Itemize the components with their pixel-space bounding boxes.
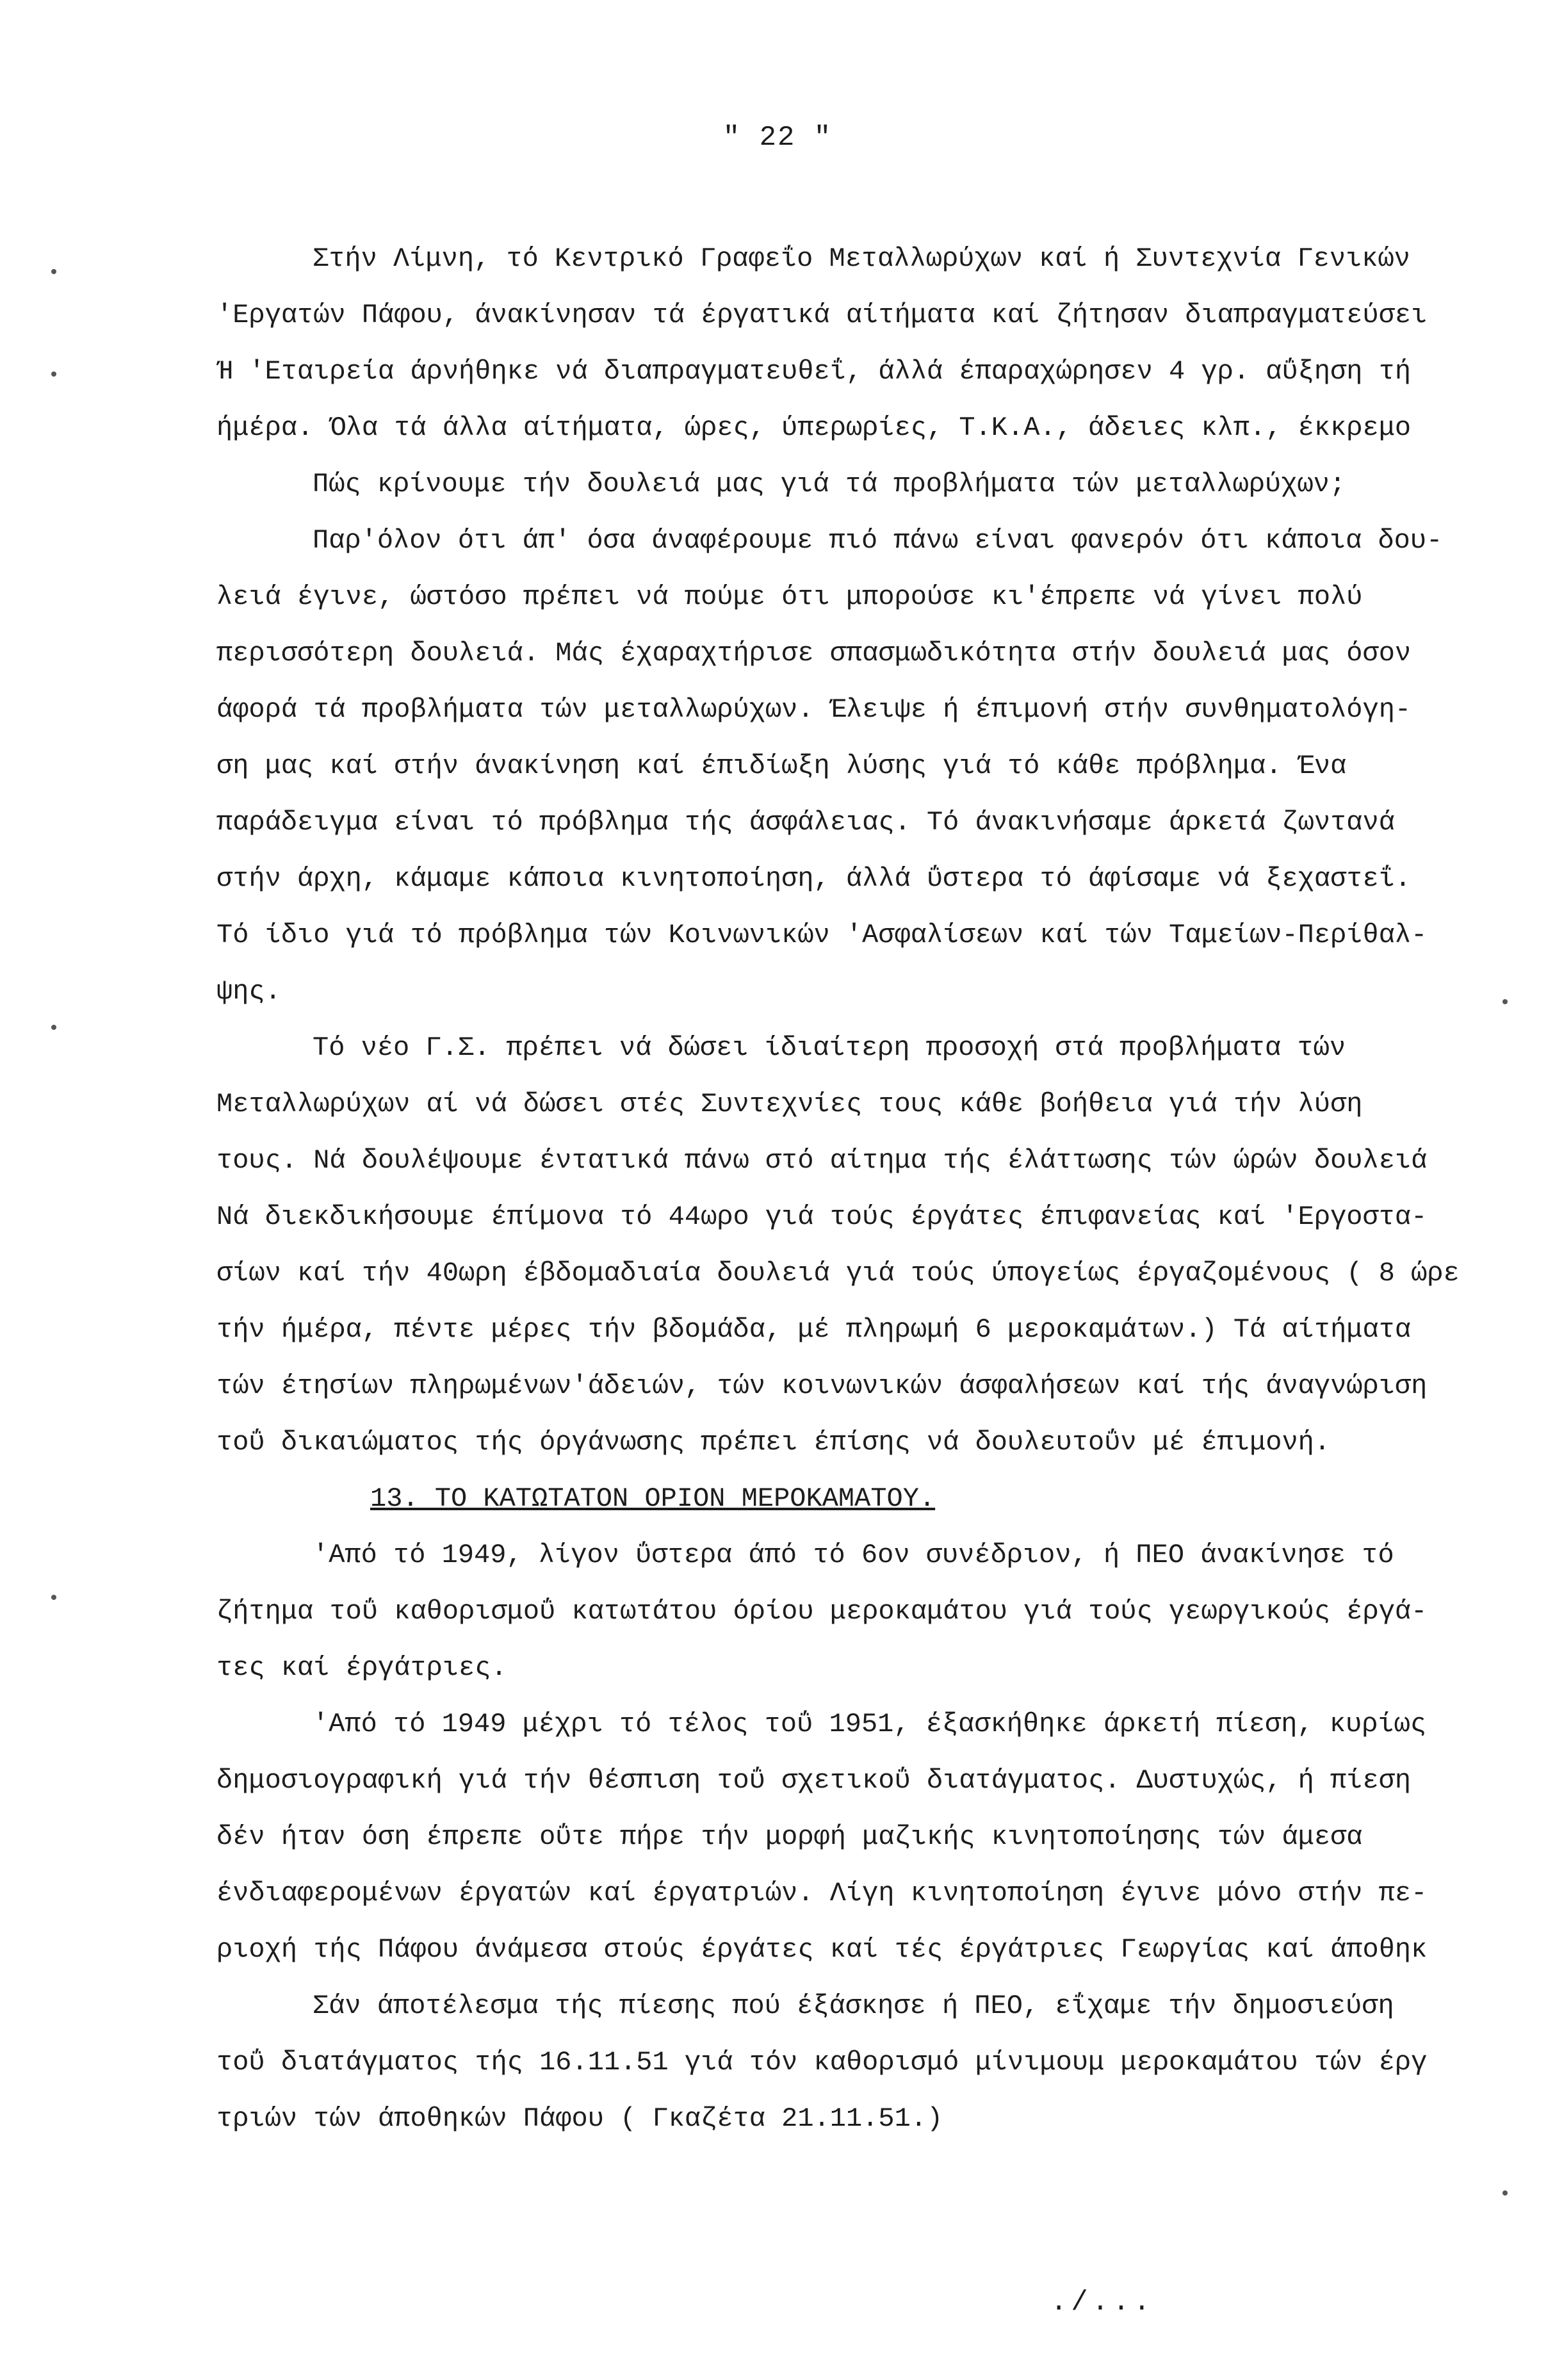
text-line: τες καί έργάτριες.: [216, 1652, 507, 1683]
text-line: άφορά τά προβλήματα τών μεταλλωρύχων. Έλειψε ή έπιμονή στήν συνθηματολόγη-: [216, 694, 1412, 725]
section-heading-text: 13. ΤΟ ΚΑΤΩΤΑΤΟΝ ΟΡΙΟΝ ΜΕΡΟΚΑΜΑΤΟΥ.: [370, 1483, 936, 1514]
scan-speck: [51, 1025, 56, 1030]
text-line: ση μας καί στήν άνακίνηση καί έπιδίωξη λύσης γιά τό κάθε πρόβλημα. Ένα: [216, 751, 1347, 781]
scan-speck: [51, 269, 56, 274]
text-line: Τό ίδιο γιά τό πρόβλημα τών Κοινωνικών 'Ασφαλίσεων καί τών Ταμείων-Περίθαλ-: [216, 920, 1428, 950]
text-line: 'Εργατών Πάφου, άνακίνησαν τά έργατικά αίτήματα καί ζήτησαν διαπραγματεύσει: [216, 300, 1428, 330]
section-heading: [216, 1471, 1472, 1527]
text-line: Πώς κρίνουμε τήν δουλειά μας γιά τά προβλήματα τών μεταλλωρύχων;: [313, 469, 1346, 500]
text-line: Τό νέο Γ.Σ. πρέπει νά δώσει ίδιαίτερη προσοχή στά προβλήματα τών: [313, 1032, 1346, 1063]
text-line: τών έτησίων πληρωμένων'άδειών, τών κοινωνικών άσφαλήσεων καί τής άναγνώριση: [216, 1371, 1428, 1401]
text-line: στήν άρχη, κάμαμε κάποια κινητοποίηση, άλλά ΰστερα τό άφίσαμε νά ξεχαστεΐ.: [216, 863, 1412, 894]
text-line: λειά έγινε, ώστόσο πρέπει νά πούμε ότι μπορούσε κι'έπρεπε νά γίνει πολύ: [216, 582, 1363, 612]
scan-speck: [1502, 999, 1508, 1004]
document-body: [216, 231, 1472, 2147]
scan-speck: [51, 1595, 56, 1600]
text-line: τοΰ δικαιώματος τής όργάνωσης πρέπει έπίσης νά δουλευτοΰν μέ έπιμονή.: [216, 1427, 1331, 1458]
text-line: δέν ήταν όση έπρεπε οΰτε πήρε τήν μορφή μαζικής κινητοποίησης τών άμεσα: [216, 1822, 1363, 1852]
text-line: 'Από τό 1949, λίγον ΰστερα άπό τό 6ον συνέδριον, ή ΠΕΟ άνακίνησε τό: [313, 1540, 1394, 1570]
text-line: ριοχή τής Πάφου άνάμεσα στούς έργάτες καί τές έργάτριες Γεωργίας καί άποθηκ: [216, 1934, 1428, 1965]
text-line: σίων καί τήν 40ωρη έβδομαδιαία δουλειά γιά τούς ύπογείως έργαζομένους ( 8 ώρε: [216, 1258, 1460, 1289]
text-line: τοΰ διατάγματος τής 16.11.51 γιά τόν καθορισμό μίνιμουμ μεροκαμάτου τών έργ: [216, 2047, 1428, 2078]
text-line: Ή 'Εταιρεία άρνήθηκε νά διαπραγματευθεΐ, άλλά έπαραχώρησεν 4 γρ. αΰξηση τή: [216, 356, 1412, 387]
text-line: 'Από τό 1949 μέχρι τό τέλος τοΰ 1951, έξασκήθηκε άρκετή πίεση, κυρίως: [313, 1709, 1427, 1740]
text-line: Παρ'όλον ότι άπ' όσα άναφέρουμε πιό πάνω είναι φανερόν ότι κάποια δου-: [313, 525, 1443, 556]
text-line: ζήτημα τοΰ καθορισμοΰ κατωτάτου όρίου μεροκαμάτου γιά τούς γεωργικούς έργά-: [216, 1596, 1428, 1627]
text-line: περισσότερη δουλειά. Μάς έχαραχτήρισε σπασμωδικότητα στήν δουλειά μας όσον: [216, 638, 1412, 669]
text-line: τριών τών άποθηκών Πάφου ( Γκαζέτα 21.11.51.): [216, 2103, 943, 2134]
page-number: " 22 ": [722, 122, 833, 154]
text-line: ψης.: [216, 976, 281, 1007]
text-line: ένδιαφερομένων έργατών καί έργατριών. Λίγη κινητοποίηση έγινε μόνο στήν πε-: [216, 1878, 1428, 1909]
continuation-mark: ./...: [1050, 2286, 1155, 2319]
text-line: Μεταλλωρύχων αί νά δώσει στές Συντεχνίες τους κάθε βοήθεια γιά τήν λύση: [216, 1089, 1363, 1120]
text-line: ήμέρα. Όλα τά άλλα αίτήματα, ώρες, ύπερωρίες, Τ.Κ.Α., άδειες κλπ., έκκρεμο: [216, 412, 1412, 443]
text-line: τήν ήμέρα, πέντε μέρες τήν βδομάδα, μέ πληρωμή 6 μεροκαμάτων.) Τά αίτήματα: [216, 1314, 1412, 1345]
text-line: τους. Νά δουλέψουμε έντατικά πάνω στό αίτημα τής έλάττωσης τών ώρών δουλειά: [216, 1145, 1428, 1176]
text-line: δημοσιογραφική γιά τήν θέσπιση τοΰ σχετικοΰ διατάγματος. Δυστυχώς, ή πίεση: [216, 1765, 1412, 1796]
text-line: παράδειγμα είναι τό πρόβλημα τής άσφάλειας. Τό άνακινήσαμε άρκετά ζωντανά: [216, 807, 1395, 838]
scan-speck: [51, 371, 56, 377]
text-line: Νά διεκδικήσουμε έπίμονα τό 44ωρο γιά τούς έργάτες έπιφανείας καί 'Εργοστα-: [216, 1202, 1428, 1232]
text-line: Σάν άποτέλεσμα τής πίεσης πού έξάσκησε ή ΠΕΟ, εΐχαμε τήν δημοσιεύση: [313, 1991, 1394, 2021]
text-line: Στήν Λίμνη, τό Κεντρικό Γραφεΐο Μεταλλωρύχων καί ή Συντεχνία Γενικών: [313, 243, 1410, 274]
scan-speck: [1502, 2190, 1508, 2196]
